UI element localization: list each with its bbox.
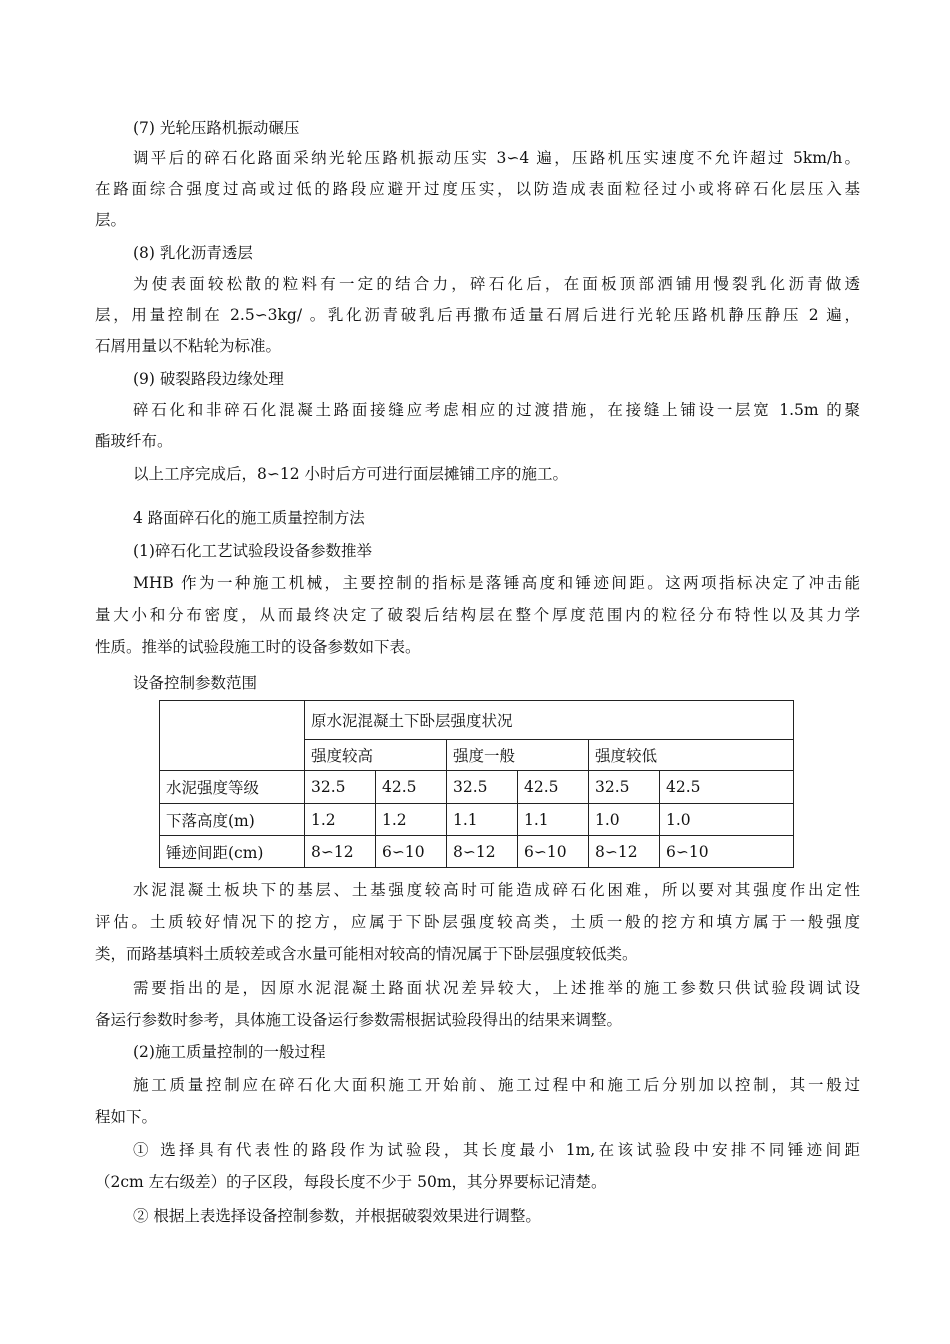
after-table-p1-line-1: 水泥混凝土板块下的基层、土基强度较高时可能造成碎石化困难，所以要对其强度作出定性 — [133, 881, 860, 899]
table-cell: 6∽10 — [376, 836, 447, 868]
section-8-line-1: 为使表面较松散的粒料有一定的结合力，碎石化后，在面板顶部洒铺用慢裂乳化沥青做透 — [133, 275, 860, 293]
table-row — [160, 836, 794, 868]
table-cell: 42.5 — [376, 771, 447, 804]
row-label: 下落高度(m) — [160, 804, 305, 836]
section-9-after: 以上工序完成后，8∽12 小时后方可进行面层摊铺工序的施工。 — [133, 465, 569, 483]
table-caption: 设备控制参数范围 — [133, 674, 258, 692]
list-item-1-line-1: ① 选择具有代表性的路段作为试验段，其长度最小 1m,在该试验段中安排不同锤迹间距 — [133, 1141, 860, 1159]
chapter-4-heading: 4 路面碎石化的施工质量控制方法 — [133, 509, 365, 527]
section-9-line-1: 碎石化和非碎石化混凝土路面接缝应考虑相应的过渡措施，在接缝上铺设一层宽 1.5m 的聚 — [133, 401, 860, 419]
table-cell: 42.5 — [518, 771, 589, 804]
subsection-2-heading: (2)施工质量控制的一般过程 — [133, 1043, 326, 1061]
table-group-low: 强度较低 — [589, 740, 794, 771]
section-9-line-2: 酯玻纤布。 — [95, 432, 173, 450]
table-cell: 1.1 — [518, 804, 589, 836]
chapter-4-p1-line-1: MHB 作为一种施工机械，主要控制的指标是落锤高度和锤迹间距。这两项指标决定了冲击能 — [133, 574, 860, 592]
list-item-2: ② 根据上表选择设备控制参数，并根据破裂效果进行调整。 — [133, 1207, 541, 1225]
list-item-1-line-2: （2cm 左右级差）的子区段，每段长度不少于 50m，其分界要标记清楚。 — [95, 1173, 607, 1191]
section-7-line-2: 在路面综合强度过高或过低的路段应避开过度压实，以防造成表面粒径过小或将碎石化层压入基 — [95, 180, 860, 198]
section-7-line-1: 调平后的碎石化路面采纳光轮压路机振动压实 3∽4 遍，压路机压实速度不允许超过 5km/h。 — [133, 149, 860, 167]
after-table-p3-line-2: 程如下。 — [95, 1108, 158, 1126]
table-cell: 32.5 — [447, 771, 518, 804]
table-group-high: 强度较高 — [305, 740, 447, 771]
table-row — [160, 804, 794, 836]
table-cell: 8∽12 — [447, 836, 518, 868]
section-8-line-3: 石屑用量以不粘轮为标准。 — [95, 337, 282, 355]
table-header-row — [160, 701, 794, 740]
section-9-heading: (9) 破裂路段边缘处理 — [133, 370, 284, 388]
row-label: 水泥强度等级 — [160, 771, 305, 804]
row-label: 锤迹间距(cm) — [160, 836, 305, 868]
table-group-header: 原水泥混凝土下卧层强度状况 — [305, 701, 794, 740]
table-cell: 1.2 — [305, 804, 376, 836]
section-7-line-3: 层。 — [95, 211, 127, 229]
chapter-4-p1-line-2: 量大小和分布密度，从而最终决定了破裂后结构层在整个厚度范围内的粒径分布特性以及其力学 — [95, 606, 860, 624]
table-cell: 8∽12 — [305, 836, 376, 868]
table-cell: 1.0 — [660, 804, 794, 836]
equipment-parameter-table — [159, 700, 794, 868]
table-cell: 6∽10 — [518, 836, 589, 868]
subsection-1-heading: (1)碎石化工艺试验段设备参数推举 — [133, 542, 372, 560]
chapter-4-p1-line-3: 性质。推举的试验段施工时的设备参数如下表。 — [95, 638, 421, 656]
after-table-p1-line-2: 评估。土质较好情况下的挖方，应属于下卧层强度较高类，土质一般的挖方和填方属于一般强度 — [95, 913, 860, 931]
table-cell: 32.5 — [589, 771, 660, 804]
after-table-p1-line-3: 类，而路基填料土质较差或含水量可能相对较高的情况属于下卧层强度较低类。 — [95, 945, 638, 963]
table-corner-cell — [160, 701, 305, 771]
table-cell: 6∽10 — [660, 836, 794, 868]
section-8-line-2: 层，用量控制在 2.5∽3kg/ 。乳化沥青破乳后再撒布适量石屑后进行光轮压路机静压静压 2 遍， — [95, 306, 860, 324]
table-cell: 42.5 — [660, 771, 794, 804]
after-table-p3-line-1: 施工质量控制应在碎石化大面积施工开始前、施工过程中和施工后分别加以控制，其一般过 — [133, 1076, 860, 1094]
table-cell: 1.1 — [447, 804, 518, 836]
table-cell: 1.2 — [376, 804, 447, 836]
table-cell: 1.0 — [589, 804, 660, 836]
table-cell: 32.5 — [305, 771, 376, 804]
section-7-heading: (7) 光轮压路机振动碾压 — [133, 119, 300, 137]
after-table-p2-line-2: 备运行参数时参考，具体施工设备运行参数需根据试验段得出的结果来调整。 — [95, 1011, 623, 1029]
table-row — [160, 771, 794, 804]
section-8-heading: (8) 乳化沥青透层 — [133, 244, 253, 262]
table-cell: 8∽12 — [589, 836, 660, 868]
after-table-p2-line-1: 需要指出的是，因原水泥混凝土路面状况差异较大，上述推举的施工参数只供试验段调试设 — [133, 979, 860, 997]
table-group-medium: 强度一般 — [447, 740, 589, 771]
